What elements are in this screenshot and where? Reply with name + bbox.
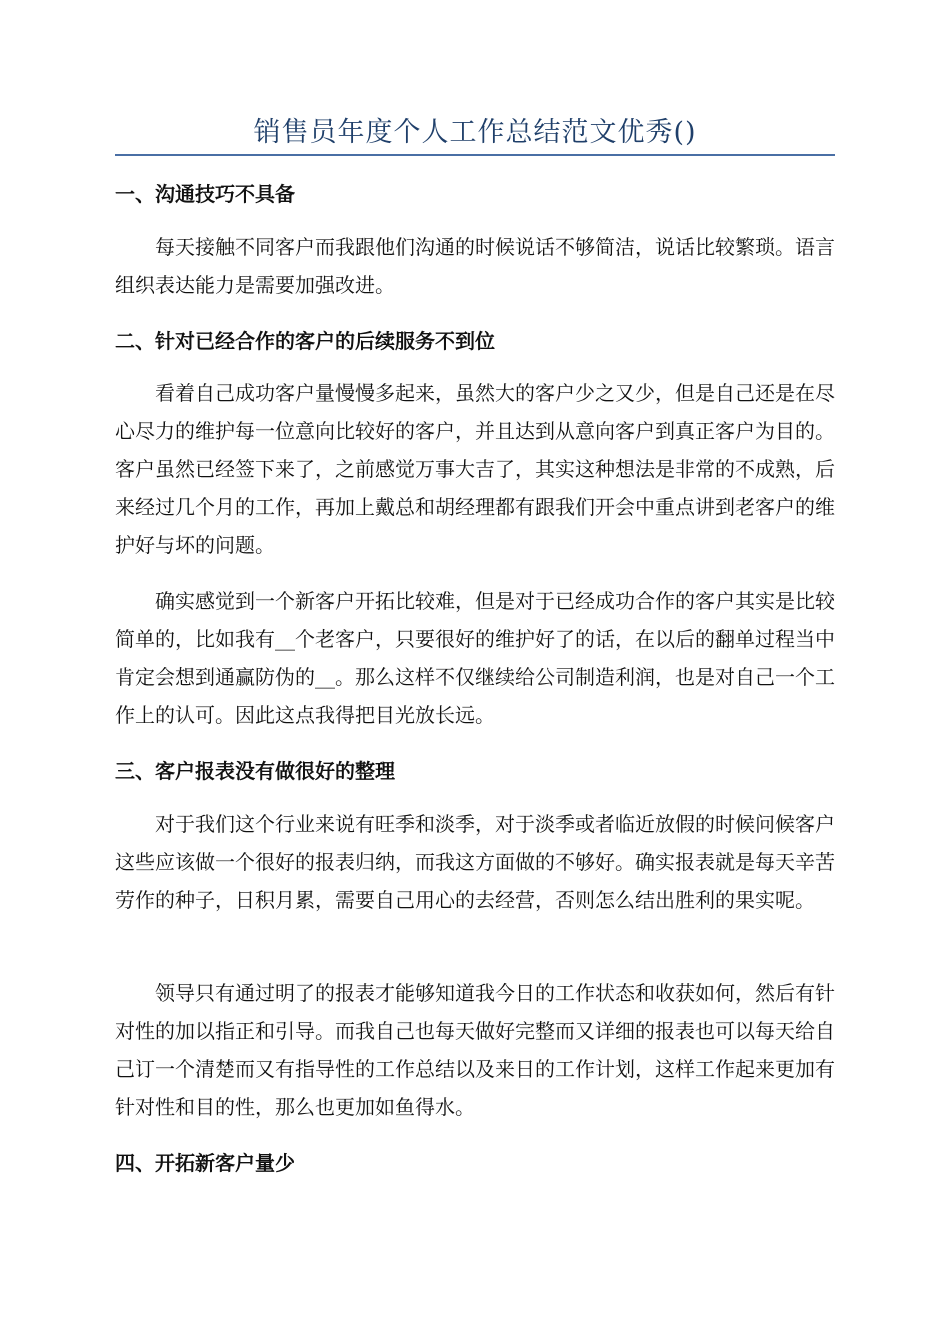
- title-underline: [115, 154, 835, 156]
- section-2-paragraph-2: 确实感觉到一个新客户开拓比较难，但是对于已经成功合作的客户其实是比较简单的，比如我有__个老客户，只要很好的维护好了的话，在以后的翻单过程当中肯定会想到通赢防伪的__。那么这样不仅继续给公司制造利润，也是对自己一个工作上的认可。因此这点我得把目光放长远。: [115, 589, 835, 727]
- document-title: 销售员年度个人工作总结范文优秀(): [253, 117, 697, 148]
- section-heading-4: 四、开拓新客户量少: [115, 1151, 295, 1175]
- section-3-paragraph-2: 领导只有通过明了的报表才能够知道我今日的工作状态和收获如何，然后有针对性的加以指正和引导。而我自己也每天做好完整而又详细的报表也可以每天给自己订一个清楚而又有指导性的工作总结以及来日的工作计划，这样工作起来更加有针对性和目的性，那么也更加如鱼得水。: [115, 981, 835, 1119]
- section-3-paragraph-1: 对于我们这个行业来说有旺季和淡季，对于淡季或者临近放假的时候问候客户这些应该做一个很好的报表归纳，而我这方面做的不够好。确实报表就是每天辛苦劳作的种子，日积月累，需要自己用心的去经营，否则怎么结出胜利的果实呢。: [115, 812, 835, 912]
- section-2-paragraph-1: 看着自己成功客户量慢慢多起来，虽然大的客户少之又少，但是自己还是在尽心尽力的维护每一位意向比较好的客户，并且达到从意向客户到真正客户为目的。客户虽然已经签下来了，之前感觉万事大吉了，其实这种想法是非常的不成熟，后来经过几个月的工作，再加上戴总和胡经理都有跟我们开会中重点讲到老客户的维护好与坏的问题。: [115, 381, 835, 557]
- section-1-paragraph-1: 每天接触不同客户而我跟他们沟通的时候说话不够简洁，说话比较繁琐。语言组织表达能力是需要加强改进。: [115, 235, 835, 297]
- section-heading-1: 一、沟通技巧不具备: [115, 182, 295, 206]
- section-heading-3: 三、客户报表没有做很好的整理: [115, 759, 395, 783]
- section-heading-2: 二、针对已经合作的客户的后续服务不到位: [115, 329, 495, 353]
